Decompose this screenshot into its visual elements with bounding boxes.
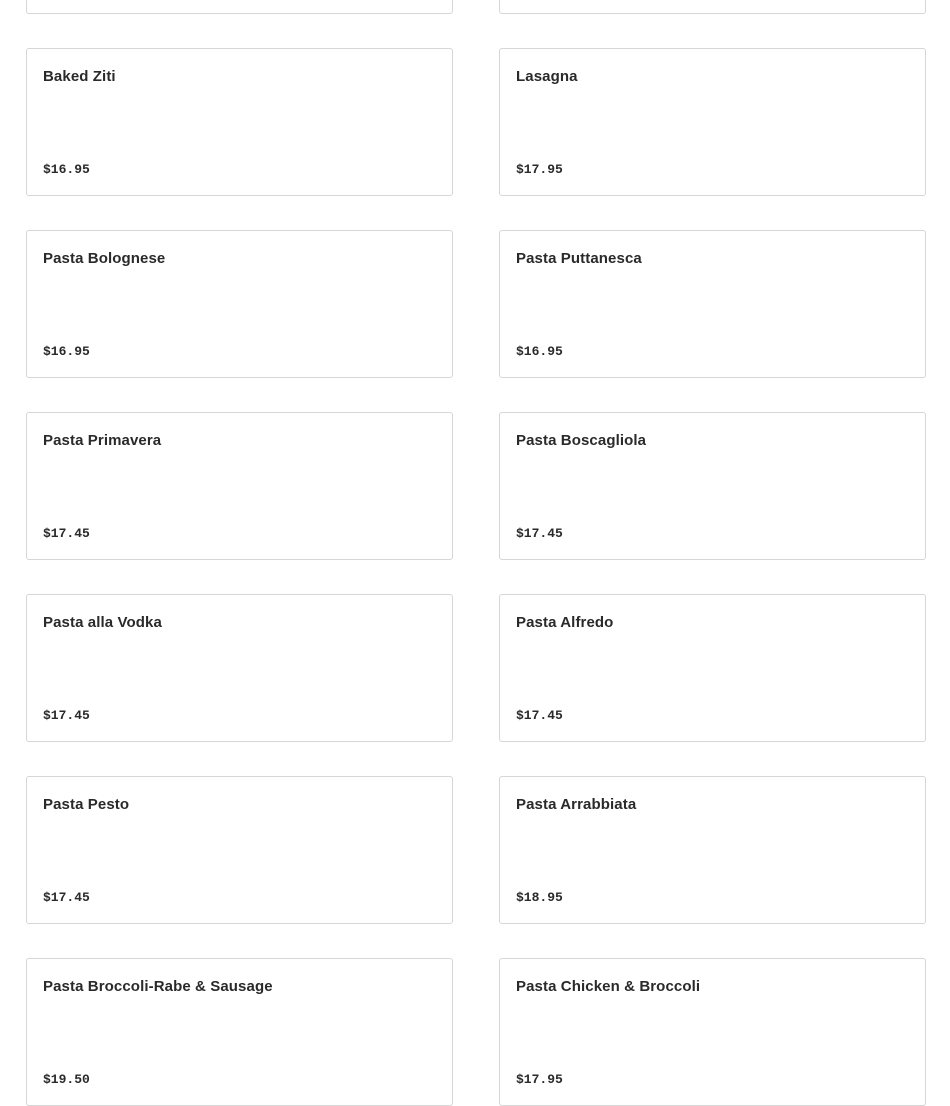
menu-item-price: $16.95 <box>43 162 90 177</box>
menu-item-name: Pasta Boscagliola <box>516 432 647 449</box>
menu-item-price: $17.95 <box>516 1072 563 1087</box>
menu-item-name: Pasta Bolognese <box>43 250 166 267</box>
menu-item-price: $17.45 <box>516 708 563 723</box>
menu-item-price: $17.45 <box>43 708 90 723</box>
menu-item-card[interactable] <box>499 48 926 196</box>
menu-item-name: Pasta Pesto <box>43 796 130 813</box>
menu-item-price: $17.95 <box>516 162 563 177</box>
menu-item-price: $16.95 <box>43 344 90 359</box>
menu-item-price: $17.45 <box>43 890 90 905</box>
menu-item-card-partial[interactable] <box>26 0 453 14</box>
menu-item-name: Pasta alla Vodka <box>43 614 162 631</box>
menu-item-price: $17.45 <box>43 526 90 541</box>
menu-item-card[interactable] <box>26 230 453 378</box>
menu-item-card[interactable] <box>499 412 926 560</box>
menu-item-name: Pasta Broccoli-Rabe & Sausage <box>43 978 273 995</box>
menu-item-card[interactable] <box>499 958 926 1106</box>
menu-item-card-partial[interactable] <box>499 0 926 14</box>
menu-item-card[interactable] <box>26 958 453 1106</box>
menu-item-name: Pasta Chicken & Broccoli <box>516 978 701 995</box>
menu-item-name: Pasta Arrabbiata <box>516 796 637 813</box>
menu-item-card[interactable] <box>26 594 453 742</box>
menu-item-card[interactable] <box>26 776 453 924</box>
menu-item-card[interactable] <box>26 48 453 196</box>
menu-item-name: Pasta Primavera <box>43 432 162 449</box>
menu-item-card[interactable] <box>26 412 453 560</box>
menu-item-price: $17.45 <box>516 526 563 541</box>
menu-item-name: Baked Ziti <box>43 68 116 85</box>
menu-item-name: Pasta Puttanesca <box>516 250 642 267</box>
menu-item-card[interactable] <box>499 230 926 378</box>
menu-item-name: Pasta Alfredo <box>516 614 614 631</box>
menu-item-card[interactable] <box>499 594 926 742</box>
menu-item-name: Lasagna <box>516 68 578 85</box>
menu-item-card[interactable] <box>499 776 926 924</box>
menu-item-price: $19.50 <box>43 1072 90 1087</box>
menu-item-price: $18.95 <box>516 890 563 905</box>
menu-item-price: $16.95 <box>516 344 563 359</box>
